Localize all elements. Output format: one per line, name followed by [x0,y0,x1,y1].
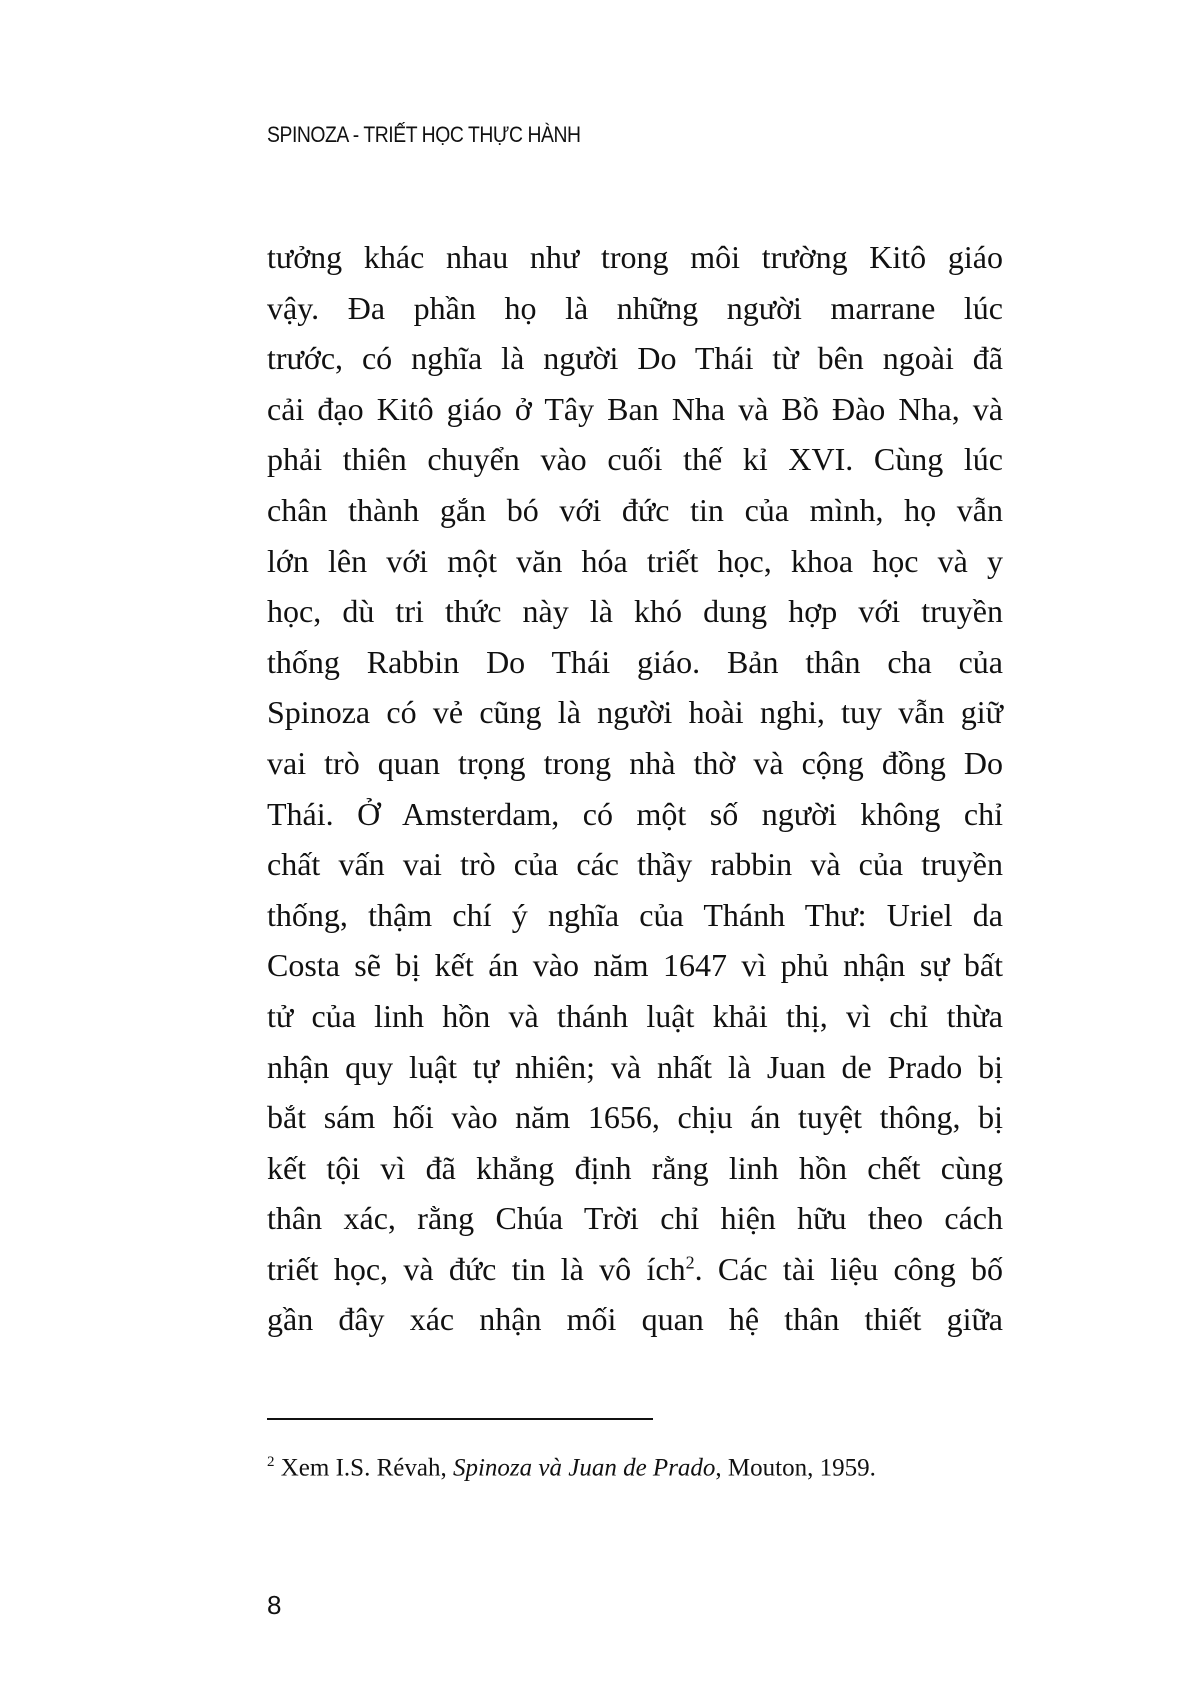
running-header: SPINOZA - TRIẾT HỌC THỰC HÀNH [267,122,581,147]
footnote [267,1454,876,1482]
text-line: vai trò quan trọng trong nhà thờ và cộng đồng Do [267,744,1003,781]
text-line: tử của linh hồn và thánh luật khải thị, vì chỉ thừa [267,997,1003,1034]
text-line: học, dù tri thức này là khó dung hợp với truyền [267,593,1003,630]
page-number: 8 [267,1590,282,1620]
footnote-book-title: Spinoza và Juan de Prado [452,1454,716,1482]
text-line: vậy. Đa phần họ là những người marrane lúc [267,289,1003,326]
text-line: lớn lên với một văn hóa triết học, khoa học và y [267,542,1003,579]
footnote-divider [267,1418,653,1420]
text-line: Spinoza có vẻ cũng là người hoài nghi, tuy vẫn giữ [267,694,1003,731]
footnote-suffix: , Mouton, 1959. [715,1454,876,1482]
text-line: trước, có nghĩa là người Do Thái từ bên ngoài đã [267,340,1003,377]
text-segment: . Các tài liệu công bố [694,1250,1004,1287]
text-line: chân thành gắn bó với đức tin của mình, họ vẫn [267,491,1003,528]
text-line: thống, thậm chí ý nghĩa của Thánh Thư: Uriel da [267,896,1003,933]
text-line: Thái. Ở Amsterdam, có một số người không chỉ [267,795,1003,832]
text-line: bắt sám hối vào năm 1656, chịu án tuyệt thông, bị [267,1099,1003,1136]
footnote-number: 2 [267,1454,275,1470]
text-line [267,1244,1003,1295]
text-line: nhận quy luật tự nhiên; và nhất là Juan de Prado bị [267,1048,1003,1085]
text-line: Costa sẽ bị kết án vào năm 1647 vì phủ nhận sự bất [267,947,1003,984]
footnote-prefix: Xem I.S. Révah, [274,1454,453,1482]
text-line: phải thiên chuyển vào cuối thế kỉ XVI. Cùng lúc [267,441,1003,478]
footnote-reference[interactable]: 2 [685,1252,695,1273]
body-text [267,232,1003,1345]
text-line: thống Rabbin Do Thái giáo. Bản thân cha của [267,643,1003,680]
text-line: gần đây xác nhận mối quan hệ thân thiết giữa [267,1301,1003,1338]
text-line: thân xác, rằng Chúa Trời chỉ hiện hữu theo cách [267,1200,1003,1237]
text-segment: triết học, và đức tin là vô ích [267,1250,686,1287]
text-line: tưởng khác nhau như trong môi trường Kitô giáo [267,239,1003,275]
text-line: cải đạo Kitô giáo ở Tây Ban Nha và Bồ Đào Nha, và [267,390,1003,427]
text-line: kết tội vì đã khẳng định rằng linh hồn chết cùng [267,1149,1003,1186]
text-line: chất vấn vai trò của các thầy rabbin và của truyền [267,846,1003,883]
